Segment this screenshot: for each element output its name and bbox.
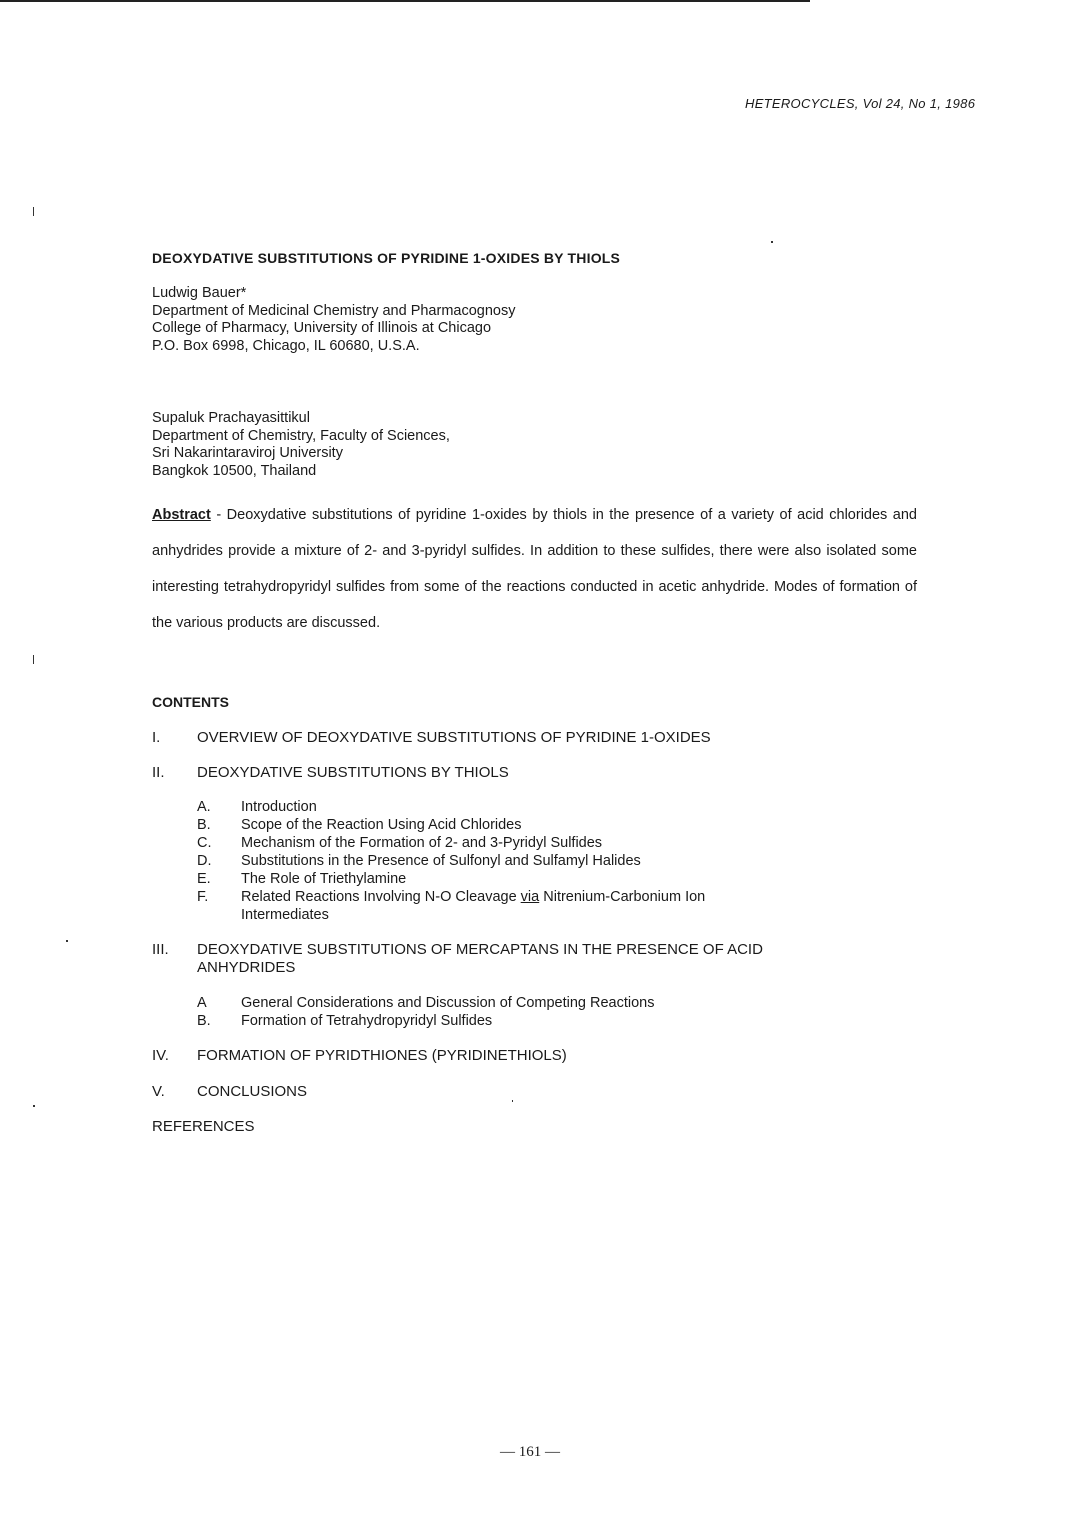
toc-sub-letter: B. <box>197 1013 211 1029</box>
toc-sub-title: The Role of Triethylamine <box>241 871 407 887</box>
toc-section-title: FORMATION OF PYRIDTHIONES (PYRIDINETHIOLS) <box>197 1047 567 1064</box>
affiliation-line: Sri Nakarintaraviroj University <box>152 445 343 461</box>
abstract-label: Abstract <box>152 507 211 523</box>
toc-sub-title-cont: Intermediates <box>241 907 329 923</box>
toc-references: REFERENCES <box>152 1118 255 1135</box>
scan-speck <box>33 207 34 216</box>
toc-sub-title: Formation of Tetrahydropyridyl Sulfides <box>241 1013 493 1029</box>
affiliation-line: Department of Medicinal Chemistry and Pharmacognosy <box>152 302 516 319</box>
toc-sub-title <box>241 889 705 907</box>
toc-section-number: I. <box>152 729 161 746</box>
toc-sub-text: Nitrenium-Carbonium Ion <box>539 889 706 905</box>
toc-section-number: IV. <box>152 1047 169 1064</box>
abstract-text: - Deoxydative substitutions of pyridine 1-oxides by thiols in the presence of a variety of acid chlorides and anhydrides provide a mixture of 2- and 3-pyridyl sulfides. In addition to these sulfides, there were also isolated some interesting tetrahydropyridyl sulfides from some of the reactions conducted in acetic anhydride. Modes of formation of the various products are discussed. <box>152 507 917 631</box>
toc-section-title: DEOXYDATIVE SUBSTITUTIONS BY THIOLS <box>197 764 509 781</box>
toc-section-title: DEOXYDATIVE SUBSTITUTIONS OF MERCAPTANS IN THE PRESENCE OF ACID <box>197 941 763 958</box>
toc-section-number: V. <box>152 1083 165 1100</box>
toc-section-title-cont: ANHYDRIDES <box>197 959 296 976</box>
toc-section-number: II. <box>152 764 165 781</box>
toc-sub-letter: F. <box>197 889 209 905</box>
scan-speck <box>33 655 34 664</box>
author-name: Ludwig Bauer* <box>152 285 247 301</box>
toc-sub-title: Substitutions in the Presence of Sulfonyl and Sulfamyl Halides <box>241 853 641 869</box>
affiliation-line: P.O. Box 6998, Chicago, IL 60680, U.S.A. <box>152 337 420 354</box>
toc-sub-title: Mechanism of the Formation of 2- and 3-Pyridyl Sulfides <box>241 835 603 851</box>
toc-sub-letter: B. <box>197 817 211 833</box>
author-block-2 <box>152 410 450 480</box>
top-rule <box>0 0 810 2</box>
toc-sub-letter: C. <box>197 835 212 851</box>
toc-section-title: CONCLUSIONS <box>197 1083 308 1100</box>
toc-sub-title: General Considerations and Discussion of Competing Reactions <box>241 995 655 1011</box>
toc-sub-letter: E. <box>197 871 211 887</box>
scan-speck <box>33 1105 35 1107</box>
author-block-1 <box>152 285 515 355</box>
page-number: — 161 — <box>500 1444 560 1460</box>
affiliation-line: Bangkok 10500, Thailand <box>152 462 317 479</box>
abstract <box>152 497 917 641</box>
toc-sub-title: Scope of the Reaction Using Acid Chlorides <box>241 817 522 833</box>
toc-sub-title: Introduction <box>241 799 317 815</box>
contents-heading: CONTENTS <box>152 694 229 710</box>
author-name: Supaluk Prachayasittikul <box>152 410 310 426</box>
toc-section-title: OVERVIEW OF DEOXYDATIVE SUBSTITUTIONS OF PYRIDINE 1-OXIDES <box>197 729 711 746</box>
toc-sub-letter: A. <box>197 799 211 815</box>
scan-speck <box>771 241 773 243</box>
affiliation-line: College of Pharmacy, University of Illinois at Chicago <box>152 320 492 336</box>
via-emphasis: via <box>520 889 540 905</box>
toc-sub-letter: A <box>197 995 207 1011</box>
scan-speck <box>512 1100 513 1102</box>
running-head: HETEROCYCLES, Vol 24, No 1, 1986 <box>745 96 976 111</box>
toc-sub-text: Related Reactions Involving N-O Cleavage <box>241 889 521 905</box>
toc-section-number: III. <box>152 941 169 958</box>
affiliation-line: Department of Chemistry, Faculty of Sciences, <box>152 427 450 444</box>
scan-speck <box>66 940 68 942</box>
paper-title: DEOXYDATIVE SUBSTITUTIONS OF PYRIDINE 1-OXIDES BY THIOLS <box>152 250 621 266</box>
toc-sub-letter: D. <box>197 853 212 869</box>
